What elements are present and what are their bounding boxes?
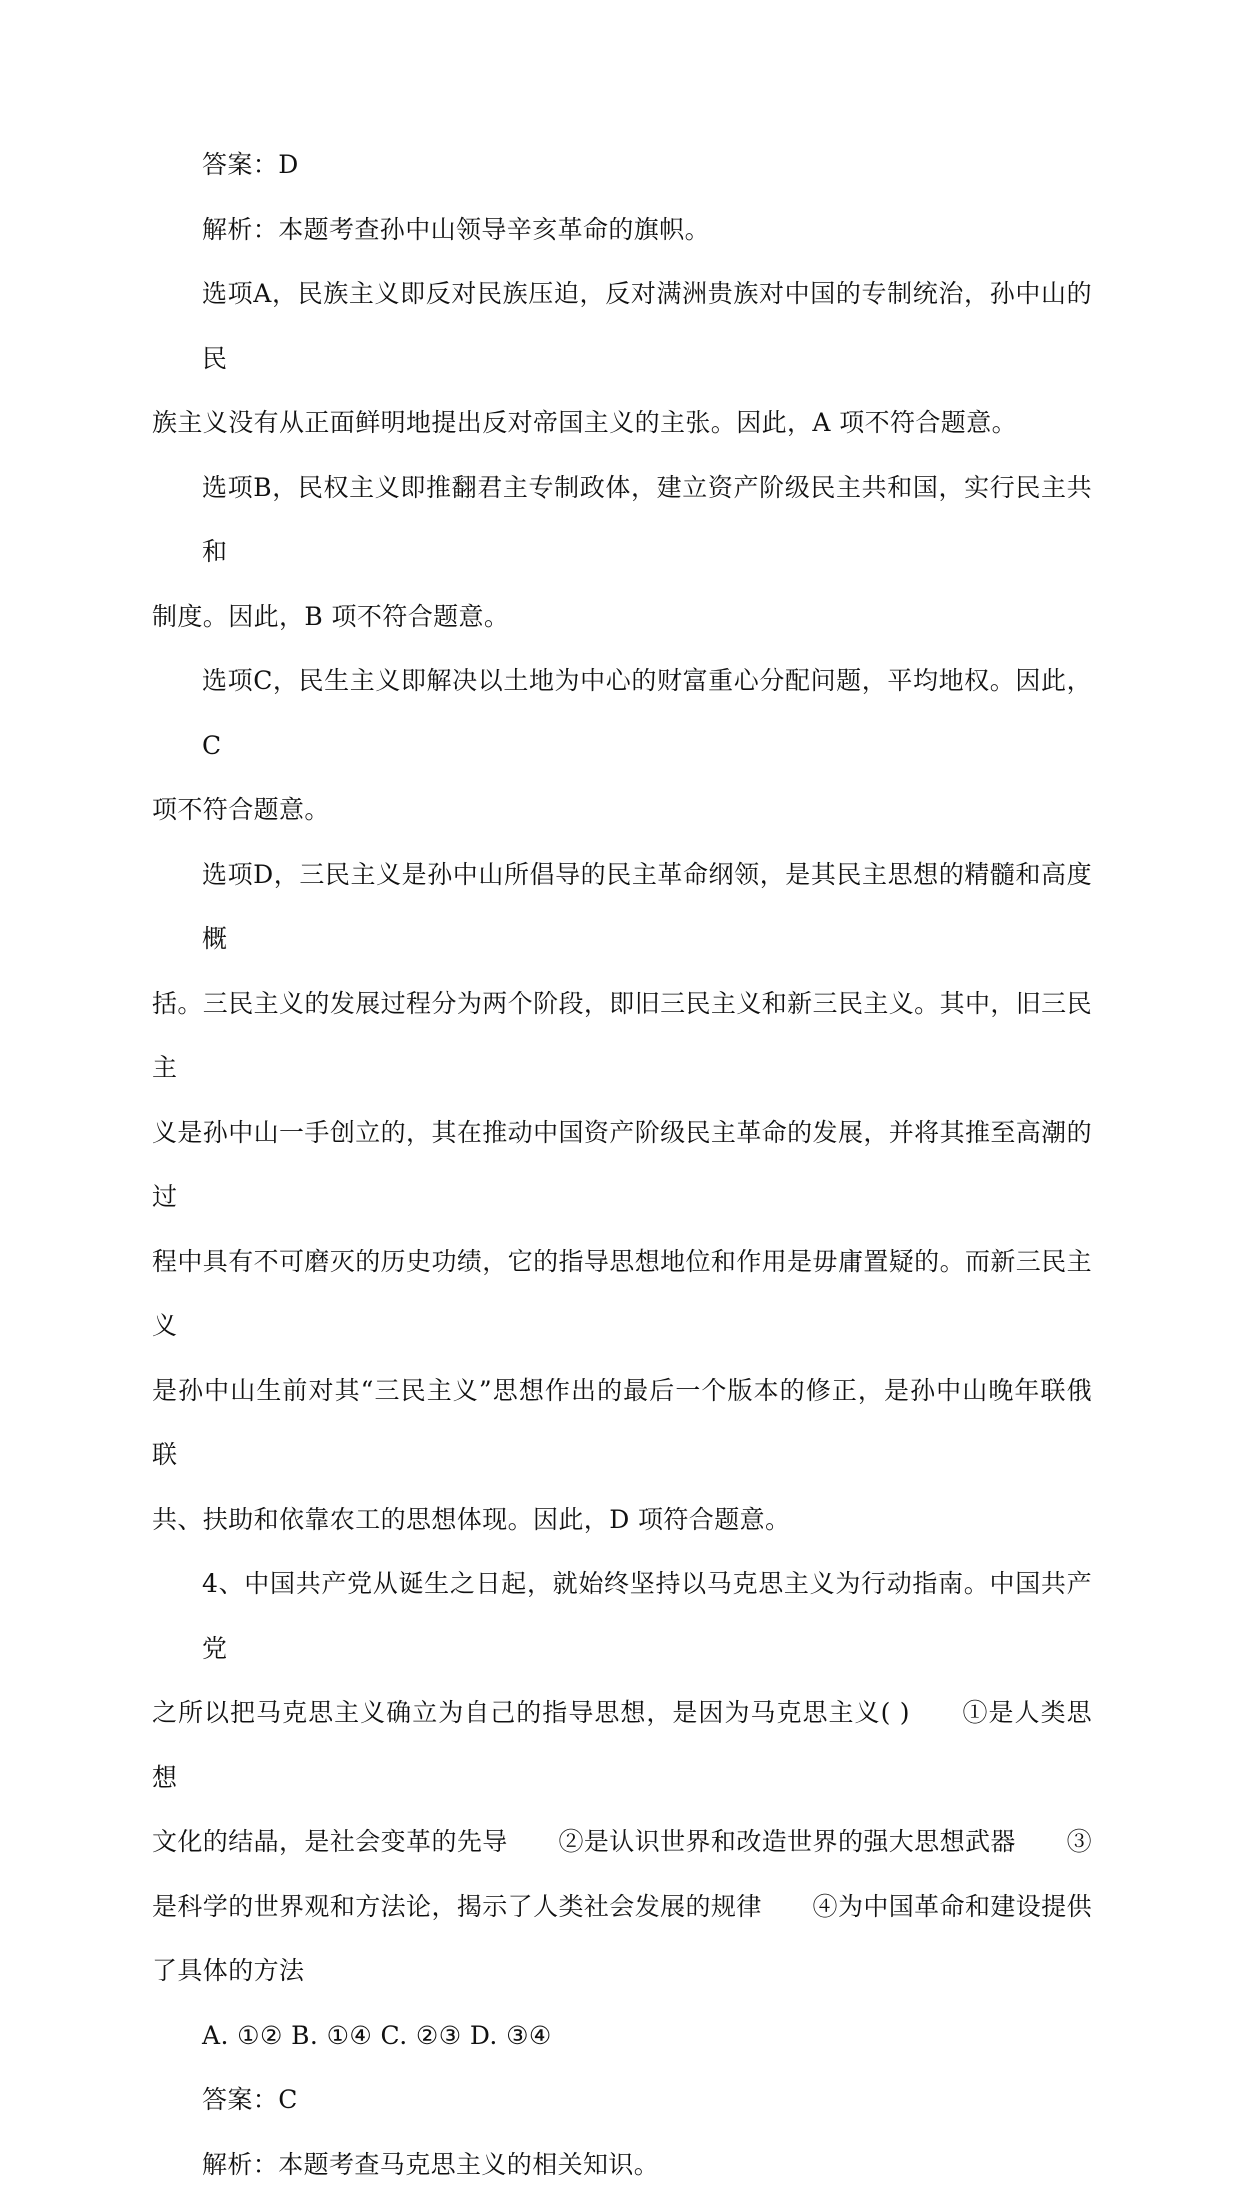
question-4-line-4: 是科学的世界观和方法论，揭示了人类社会发展的规律 ④为中国革命和建设提供 [152,1875,1092,1940]
option-d-analysis-line-2: 括。三民主义的发展过程分为两个阶段，即旧三民主义和新三民主义。其中，旧三民主 [152,972,1092,1101]
answer-line-q3: 答案：D [152,133,1092,198]
option-d-analysis-line-1: 选项D，三民主义是孙中山所倡导的民主革命纲领，是其民主思想的精髓和高度概 [152,843,1092,972]
option-d-analysis-line-6: 共、扶助和依靠农工的思想体现。因此，D 项符合题意。 [152,1488,1092,1553]
answer-line-q4: 答案：C [152,2068,1092,2133]
option-b-analysis-line-2: 制度。因此，B 项不符合题意。 [152,585,1092,650]
option-d-analysis-line-4: 程中具有不可磨灭的历史功绩，它的指导思想地位和作用是毋庸置疑的。而新三民主义 [152,1230,1092,1359]
option-b-analysis-line-1: 选项B，民权主义即推翻君主专制政体，建立资产阶级民主共和国，实行民主共和 [152,456,1092,585]
question-4-line-5: 了具体的方法 [152,1939,1092,2004]
option-a-analysis-line-2: 族主义没有从正面鲜明地提出反对帝国主义的主张。因此，A 项不符合题意。 [152,391,1092,456]
option-c-analysis-line-2: 项不符合题意。 [152,778,1092,843]
option-d-analysis-line-3: 义是孙中山一手创立的，其在推动中国资产阶级民主革命的发展，并将其推至高潮的过 [152,1101,1092,1230]
question-4-line-1: 4、中国共产党从诞生之日起，就始终坚持以马克思主义为行动指南。中国共产党 [152,1552,1092,1681]
analysis-intro-q4: 解析：本题考查马克思主义的相关知识。 [152,2133,1092,2197]
document-body [152,133,1092,2197]
option-c-analysis-line-1: 选项C，民生主义即解决以土地为中心的财富重心分配问题，平均地权。因此，C [152,649,1092,778]
analysis-intro-q3: 解析：本题考查孙中山领导辛亥革命的旗帜。 [152,198,1092,263]
question-4-line-2: 之所以把马克思主义确立为自己的指导思想，是因为马克思主义( ) ①是人类思想 [152,1681,1092,1810]
question-4-choices: A. ①② B. ①④ C. ②③ D. ③④ [152,2004,1092,2069]
question-4-line-3: 文化的结晶，是社会变革的先导 ②是认识世界和改造世界的强大思想武器 ③ [152,1810,1092,1875]
option-a-analysis-line-1: 选项A，民族主义即反对民族压迫，反对满洲贵族对中国的专制统治，孙中山的民 [152,262,1092,391]
option-d-analysis-line-5: 是孙中山生前对其“三民主义”思想作出的最后一个版本的修正，是孙中山晚年联俄联 [152,1359,1092,1488]
